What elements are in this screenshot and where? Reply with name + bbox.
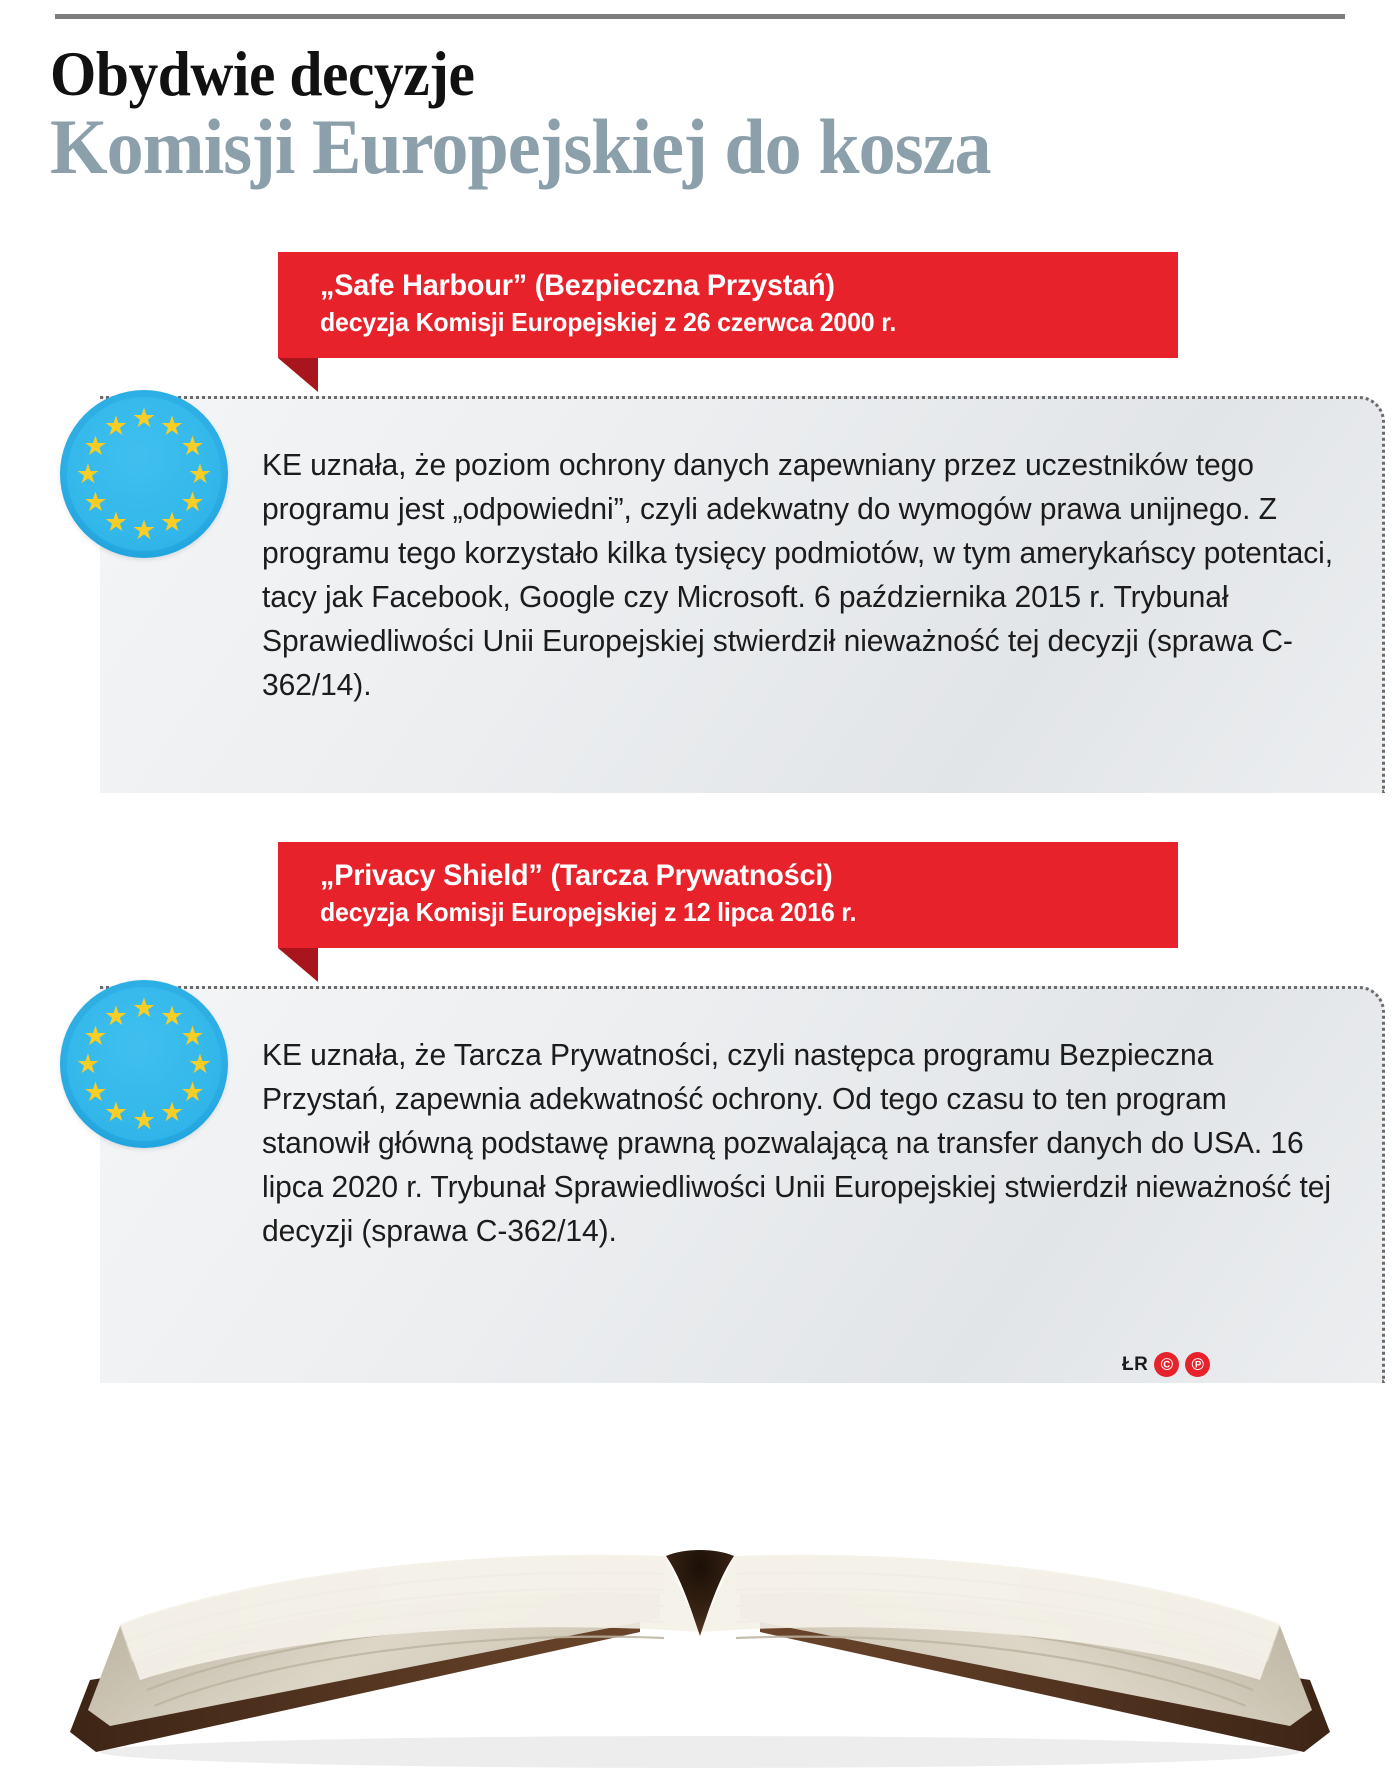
section-panel-privacy-shield [100,986,1385,1383]
eu-star-icon: ★ [187,459,213,489]
eu-star-icon: ★ [159,507,185,538]
open-book-illustration [0,1380,1400,1782]
banner-title: „Safe Harbour” (Bezpieczna Przystań) [320,269,835,302]
phonogram-icon: ℗ [1185,1352,1210,1377]
eu-star-icon: ★ [103,1097,129,1128]
page-title [50,38,1350,190]
section-body-text: KE uznała, że Tarcza Prywatności, czyli następca programu Bezpieczna Przystań, zapewnia adekwatność ochrony. Od tego czasu to ten program stanowił główną podstawę prawną pozwalającą na transfer danych do USA. 16 lipca 2020 r. Trybunał Sprawiedliwości Unii Europejskiej stwierdził nieważność tej decyzji (sprawa C-362/14). [262,1038,1331,1248]
eu-star-icon: ★ [159,410,185,441]
eu-star-icon: ★ [159,1097,185,1128]
eu-star-icon: ★ [131,403,157,433]
headline-line-1: Obydwie decyzje [50,38,475,109]
eu-star-icon: ★ [83,487,108,517]
eu-star-icon: ★ [103,410,129,441]
copyright-icon: © [1154,1352,1179,1377]
banner-subtitle: decyzja Komisji Europejskiej z 26 czerwca 2000 r. [320,307,897,338]
eu-star-icon: ★ [180,431,205,461]
eu-star-icon: ★ [83,1021,108,1051]
banner-subtitle: decyzja Komisji Europejskiej z 12 lipca 2016 r. [320,897,857,928]
eu-star-icon: ★ [180,487,205,517]
credit-line [1122,1352,1210,1377]
banner-text-group [320,268,1168,338]
banner-title: „Privacy Shield” (Tarcza Prywatności) [320,859,833,892]
eu-star-icon: ★ [131,993,157,1023]
eu-star-icon: ★ [75,459,101,489]
book-shadow [100,1736,1300,1768]
banner-text-group [320,858,1168,928]
eu-star-icon: ★ [180,1077,205,1107]
eu-star-icon: ★ [180,1021,205,1051]
banner-tail-icon [278,358,318,392]
eu-star-icon: ★ [131,515,157,545]
eu-star-icon: ★ [83,431,108,461]
banner-tail-icon [278,948,318,982]
eu-star-icon: ★ [75,1049,101,1079]
eu-flag-icon [60,980,228,1148]
section-banner-privacy-shield [278,842,1178,948]
eu-star-icon: ★ [131,1105,157,1135]
section-panel-safe-harbour [100,396,1385,793]
headline-line-2: Komisji Europejskiej do kosza [50,103,991,190]
author-initials: ŁR [1122,1353,1149,1375]
eu-star-icon: ★ [83,1077,108,1107]
eu-star-icon: ★ [187,1049,213,1079]
section-banner-safe-harbour [278,252,1178,358]
section-body-text: KE uznała, że poziom ochrony danych zapewniany przez uczestników tego programu jest „odpowiedni”, czyli adekwatny do wymogów prawa unijnego. Z programu tego korzystało kilka tysięcy podmiotów, w tym amerykańscy potentaci, tacy jak Facebook, Google czy Microsoft. 6 października 2015 r. Trybunał Sprawiedliwości Unii Europejskiej stwierdził nieważność tej decyzji (sprawa C-362/14). [262,448,1333,702]
top-rule-divider [55,14,1345,19]
eu-star-icon: ★ [103,1000,129,1031]
eu-star-icon: ★ [159,1000,185,1031]
eu-flag-icon [60,390,228,558]
eu-star-icon: ★ [103,507,129,538]
